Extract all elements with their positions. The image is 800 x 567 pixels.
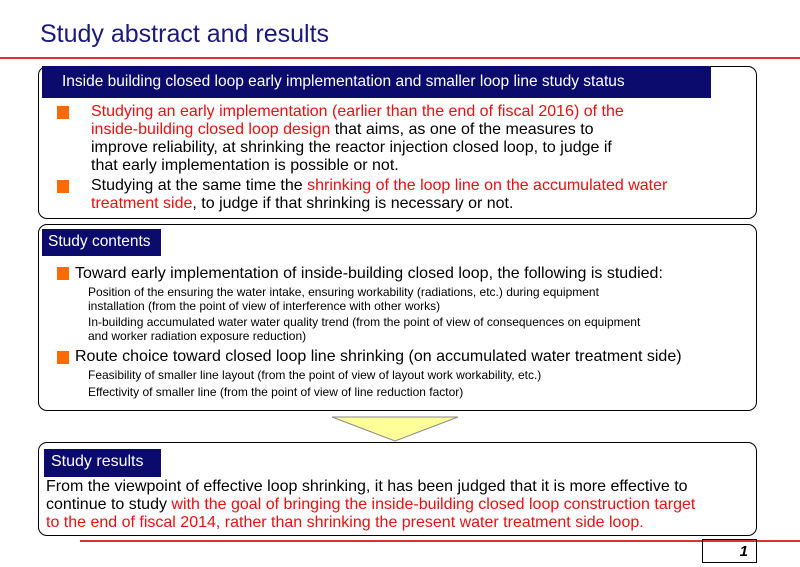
contents-header: Study contents: [42, 229, 161, 256]
text-run: that early implementation is possible or not.: [91, 157, 399, 174]
detail-line: Effectivity of smaller line (from the point of view of line reduction factor): [88, 385, 464, 399]
results-text: [46, 478, 695, 532]
text-run: continue to study: [46, 496, 172, 513]
text-run: with the goal of bringing the inside-building closed loop construction target: [171, 496, 696, 513]
text-run: inside-building closed loop design: [91, 121, 331, 138]
text-run: Studying at the same time the: [91, 177, 308, 194]
status-bullet-2: [91, 177, 667, 213]
detail-line: Position of the ensuring the water intake, ensuring workability (radiations, etc.) during equipment: [88, 285, 599, 299]
bullet-square-icon: [57, 267, 69, 280]
text-line: [91, 121, 624, 139]
detail-line: and worker radiation exposure reduction): [88, 329, 307, 343]
title-divider: [0, 57, 800, 59]
text-line: [91, 157, 624, 175]
contents-item-1-details: [88, 285, 640, 343]
detail-line: In-building accumulated water water quality trend (from the point of view of consequences on equipment: [88, 315, 641, 329]
detail-line: installation (from the point of view of interference with other works): [88, 299, 441, 313]
slide-title: Study abstract and results: [40, 20, 330, 48]
text-line: [91, 103, 624, 121]
text-line: [46, 514, 695, 532]
text-line: [46, 478, 695, 496]
down-arrow-icon: [330, 416, 460, 442]
page-number: 1: [702, 539, 757, 563]
contents-item-2-details: [88, 368, 541, 399]
text-run: improve reliability, at shrinking the reactor injection closed loop, to judge if: [91, 139, 612, 156]
footer-divider: [80, 540, 800, 542]
text-run: that aims, as one of the measures to: [330, 121, 594, 138]
text-run: treatment side: [91, 195, 193, 212]
text-run: to the end of fiscal 2014, rather than shrinking the present water treatment side loop.: [46, 514, 644, 531]
text-line: [91, 139, 624, 157]
status-header: Inside building closed loop early implementation and smaller loop line study status: [42, 66, 711, 98]
contents-item-1-heading: Toward early implementation of inside-building closed loop, the following is studied:: [75, 265, 663, 282]
results-header: Study results: [44, 449, 161, 477]
text-line: [91, 177, 667, 195]
text-run: From the viewpoint of effective loop shrinking, it has been judged that it is more effective to: [46, 478, 688, 495]
bullet-square-icon: [57, 106, 69, 119]
bullet-square-icon: [57, 351, 69, 364]
text-line: [46, 496, 695, 514]
detail-line: Feasibility of smaller line layout (from the point of view of layout work workability, etc.): [88, 368, 542, 382]
text-run: shrinking of the loop line on the accumulated water: [307, 177, 668, 194]
contents-item-2-heading: Route choice toward closed loop line shrinking (on accumulated water treatment side): [75, 348, 682, 365]
text-run: , to judge if that shrinking is necessary or not.: [192, 195, 514, 212]
text-line: [91, 195, 667, 213]
bullet-square-icon: [57, 180, 69, 193]
status-bullet-1: [91, 103, 624, 175]
text-run: Studying an early implementation (earlier than the end of fiscal 2016) of the: [91, 103, 624, 120]
